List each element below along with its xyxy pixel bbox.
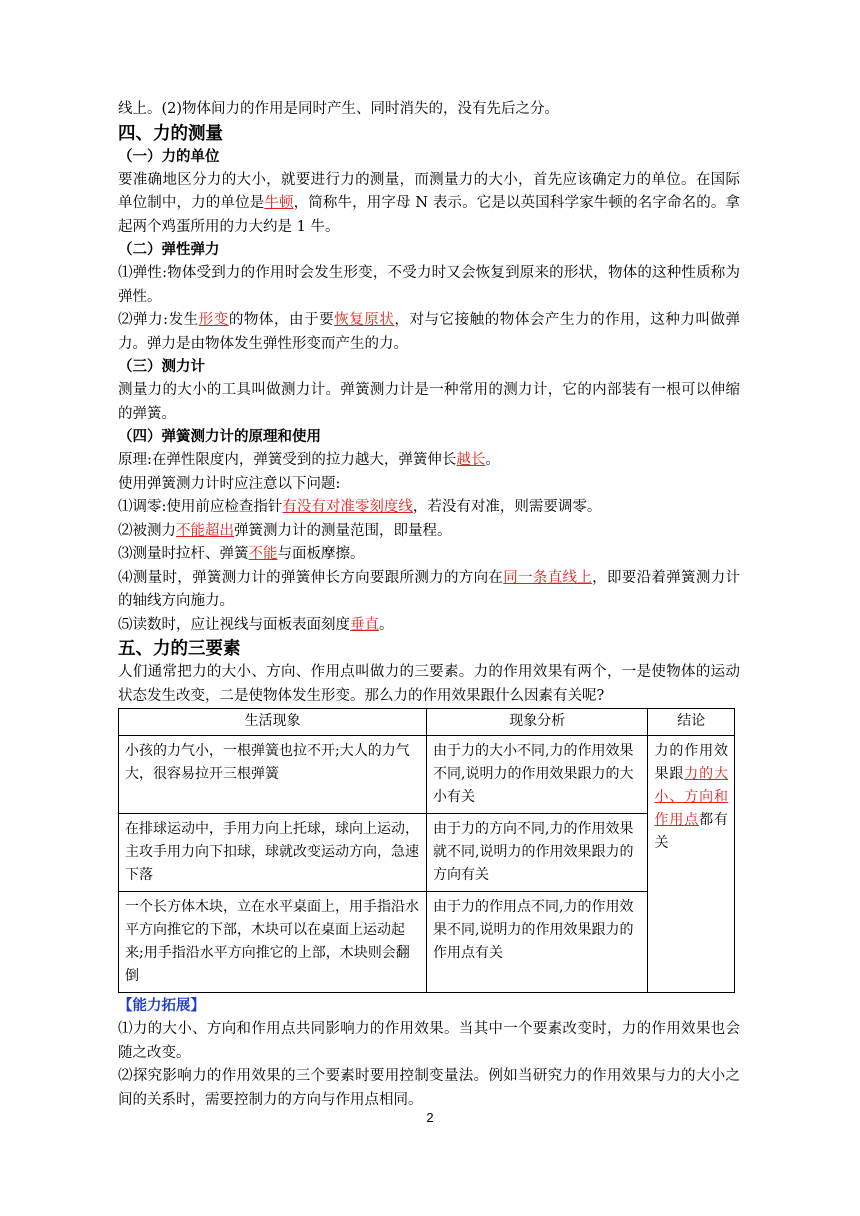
table-cell-analysis: 由于力的大小不同,力的作用效果不同,说明力的作用效果跟力的大小有关 xyxy=(427,736,648,814)
table-cell-phenomenon: 一个长方体木块，立在水平桌面上，用手指沿水平方向推它的下部，木块可以在桌面上运动起来;用手指沿水平方向推它的上部，木块则会翻倒 xyxy=(119,892,427,993)
usage-item-5 xyxy=(118,614,740,638)
section-5-intro: 人们通常把力的大小、方向、作用点叫做力的三要素。力的作用效果有两个，一是使物体的运动状态发生改变，二是使物体发生形变。那么力的作用效果跟什么因素有关呢? xyxy=(118,664,740,704)
table-header: 结论 xyxy=(648,709,735,736)
table-header: 生活现象 xyxy=(119,709,427,736)
conclusion-text-a: 力的作用效果跟 xyxy=(654,743,728,782)
unit-newton: 牛顿 xyxy=(264,195,294,211)
elastic-restore: 恢复原状 xyxy=(334,312,395,328)
usage-item-4 xyxy=(118,567,740,614)
usage-2-a: ⑵被测力 xyxy=(118,522,176,539)
elastic-paragraph-2 xyxy=(118,309,740,356)
usage-item-1 xyxy=(118,496,740,520)
section-4-title: 四、力的测量 xyxy=(118,123,223,144)
table-row xyxy=(119,736,735,814)
usage-3-a: ⑶测量时拉杆、弹簧 xyxy=(118,546,249,562)
table-cell-phenomenon: 在排球运动中，手用力向上托球，球向上运动，主攻手用力向下扣球，球就改变运动方向，急速下落 xyxy=(119,814,427,892)
principle-paragraph xyxy=(118,449,740,473)
table-header-row xyxy=(119,709,735,736)
table-row xyxy=(119,892,735,993)
usage-4-a: ⑷测量时，弹簧测力计的弹簧伸长方向要跟所测力的方向在 xyxy=(118,569,504,586)
page-number: 2 xyxy=(426,1110,434,1125)
unit-paragraph xyxy=(118,169,740,240)
conclusion-red: 力的大小、方向和作用点 xyxy=(654,766,728,828)
elastic-paragraph-1: ⑴弹性:物体受到力的作用时会发生形变，不受力时又会恢复到原来的形状，物体的这种性质称为弹性。 xyxy=(118,265,740,305)
usage-3-b: 与面板摩擦。 xyxy=(277,546,365,562)
principle-longer: 越长 xyxy=(456,452,486,468)
meter-heading: （三）测力计 xyxy=(118,359,205,375)
spring-heading: （四）弹簧测力计的原理和使用 xyxy=(118,429,321,445)
extension-paragraph-1: ⑴力的大小、方向和作用点共同影响力的作用效果。当其中一个要素改变时，力的作用效果也会随之改变。 xyxy=(118,1021,740,1061)
intro-line: 线上。(2)物体间力的作用是同时产生、同时消失的，没有先后之分。 xyxy=(118,101,560,117)
elastic-text-b: 的物体，由于要 xyxy=(228,312,335,328)
three-elements-table xyxy=(118,708,735,993)
table-cell-phenomenon: 小孩的力气小，一根弹簧也拉不开;大人的力气大，很容易拉开三根弹簧 xyxy=(119,736,427,814)
conclusion-text-b: 都有关 xyxy=(654,812,728,851)
table-cell-conclusion xyxy=(648,736,735,993)
usage-2-red: 不能超出 xyxy=(176,522,234,539)
document-page xyxy=(118,98,740,1112)
unit-text-b: ，简称牛，用字母 N 表示。它是以英国科学家牛顿的名字命名的。拿起两个鸡蛋所用的力大约是 1 牛。 xyxy=(118,195,741,235)
usage-1-red: 有没有对准零刻度线 xyxy=(282,499,413,515)
usage-2-b: 弹簧测力计的测量范围，即量程。 xyxy=(234,522,452,539)
elastic-heading: （二）弹性弹力 xyxy=(118,242,220,258)
usage-4-b: ，即要沿着弹簧测力计的轴线方向施力。 xyxy=(118,569,741,609)
usage-4-red: 同一条直线上 xyxy=(503,569,593,586)
usage-intro: 使用弹簧测力计时应注意以下问题: xyxy=(118,475,341,492)
meter-paragraph: 测量力的大小的工具叫做测力计。弹簧测力计是一种常用的测力计，它的内部装有一根可以伸缩的弹簧。 xyxy=(118,382,740,422)
usage-item-2 xyxy=(118,520,740,544)
usage-1-a: ⑴调零:使用前应检查指针 xyxy=(118,499,283,515)
usage-item-3 xyxy=(118,543,740,567)
table-cell-analysis: 由于力的作用点不同,力的作用效果不同,说明力的作用效果跟力的作用点有关 xyxy=(427,892,648,993)
table-row xyxy=(119,814,735,892)
unit-heading: （一）力的单位 xyxy=(118,148,220,165)
elastic-text-a: ⑵弹力:发生 xyxy=(118,312,199,328)
principle-text-b: 。 xyxy=(485,452,500,468)
table-cell-analysis: 由于力的方向不同,力的作用效果就不同,说明力的作用效果跟力的方向有关 xyxy=(427,814,648,892)
section-5-title: 五、力的三要素 xyxy=(118,639,241,659)
extension-paragraph-2: ⑵探究影响力的作用效果的三个要素时要用控制变量法。例如当研究力的作用效果与力的大小之间的关系时，需要控制力的方向与作用点相同。 xyxy=(118,1068,740,1108)
unit-text-a: 要准确地区分力的大小，就要进行力的测量，而测量力的大小，首先应该确定力的单位。在国际单位制中，力的单位是 xyxy=(118,171,740,211)
table-header: 现象分析 xyxy=(427,709,648,736)
elastic-text-c: ，对与它接触的物体会产生力的作用，这种力叫做弹力。弹力是由物体发生弹性形变而产生的力。 xyxy=(118,312,741,352)
usage-1-b: ，若没有对准，则需要调零。 xyxy=(412,499,602,515)
usage-5-a: ⑸读数时，应让视线与面板表面刻度 xyxy=(118,616,350,633)
usage-3-red: 不能 xyxy=(248,546,278,562)
extension-heading: 【能力拓展】 xyxy=(118,998,205,1014)
principle-text-a: 原理:在弹性限度内，弹簧受到的拉力越大，弹簧伸长 xyxy=(118,452,457,468)
usage-5-b: 。 xyxy=(379,616,394,633)
elastic-deform: 形变 xyxy=(198,312,229,328)
usage-5-red: 垂直 xyxy=(350,616,379,633)
